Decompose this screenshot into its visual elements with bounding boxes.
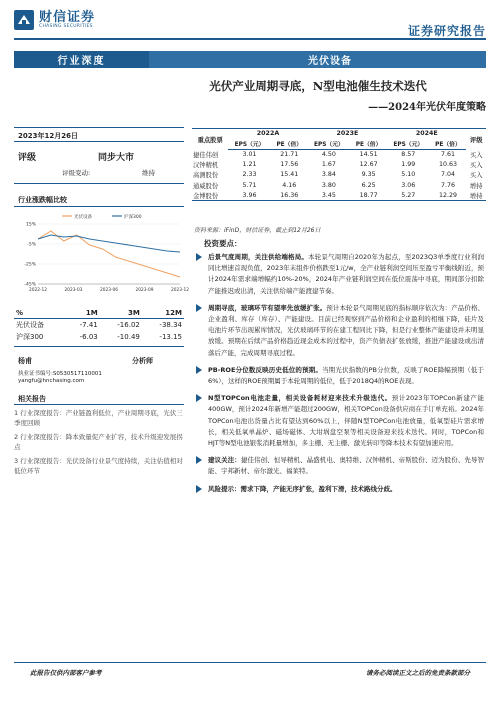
th-metric: PE（倍） [271,138,308,150]
value-cell: 3.06 [401,181,416,189]
perf-divider [14,346,184,347]
value-cell: 10.63 [438,161,457,169]
list-item [194,484,484,495]
list-item [194,455,484,477]
x-tick-label: 2023-12 [171,288,189,293]
left-top-divider [14,127,184,128]
value-cell: 4.50 [321,151,336,159]
value-cell: 3.01 [242,151,257,159]
value-cell: 21.71 [280,151,299,159]
y-tick-label: -45% [24,282,36,288]
bullet-lead: 周期寻底，玻璃环节有望率先放缓扩张。 [208,303,327,312]
value-cell: 7.76 [440,181,455,189]
report-subtitle: ——2024年光伏年度策略 [368,102,486,113]
rating-cell: 增持 [466,190,486,201]
value-cell: 7.04 [440,171,455,179]
th-stock: 重点股票 [192,129,228,150]
perf-cell: 沪深300 [16,333,44,341]
header-divider [14,38,486,40]
bullet-body: 预计本轮景气周期见底的指标顺序依次为：产品价格、企业盈利、库存（库存）、产能建设。目前已经观察到产品价格和企业盈利的相继下降，硅片及电池片环节出现累库情况，光伏玻璃环节的在建工程同比下降，但是行业整体产能建设并未明显放缓。预期在后续产品价格趋近现金成本的过程中，资产负债表扩张放缓，推进产能建设或出清落后产能，完成周期寻底过程。 [208,303,485,357]
perf-cell: -38.34 [159,321,182,329]
y-tick-label: -5% [27,242,36,248]
bullet-arrow-icon [196,456,202,464]
bullet-arrow-icon [196,366,202,374]
value-cell: 5.10 [401,171,416,179]
bullet-arrow-icon [196,253,202,261]
rating-change-value: 维持 [142,169,155,177]
bullet-arrow-icon [196,485,202,493]
th-metric: PE（倍） [350,138,387,150]
rating-divider [14,183,184,184]
bullet-lead: N型TOPCon电池走量，相关设备耗材迎来技术升级迭代。 [208,394,392,403]
value-cell: 17.56 [280,161,299,169]
brand-name-cn: 财信证券 [39,9,96,25]
perf-cell: -13.15 [159,333,182,341]
table-row [192,190,486,201]
table-row [192,150,486,160]
perf-cell: 光伏设备 [16,321,44,329]
bullet-lead: 风险提示：需求下降，产能无序扩张，盈利下滑，技术路线分歧。 [208,484,397,493]
chart-section-divider [14,206,184,207]
value-cell: 3.45 [308,190,350,201]
rating-change-label: 评级变动: [62,169,91,177]
x-tick-label: 2023-06 [100,288,118,293]
key-stocks-table [192,128,486,201]
footer-right-note: 请务必阅读正文之后的免责条款部分 [366,669,470,677]
analyst-name: 杨甫 [18,357,32,365]
value-cell: 12.67 [359,161,378,169]
th-metric: EPS（元） [308,138,350,150]
perf-cell: -10.49 [117,333,140,341]
date-divider [14,141,184,142]
brand-logo [14,8,114,32]
stock-cell: 通威股份 [193,182,219,190]
list-item [194,393,484,449]
th-metric: EPS（元） [228,138,270,150]
th-year: 2022A [228,129,307,139]
report-type: 证券研究报告 [407,24,486,38]
bullet-lead: PB-ROE分位数反映历史低位的预期。 [208,365,323,374]
industry-performance-chart [14,210,189,295]
perf-header-cell: 3M [100,308,142,319]
stock-cell: 高测股份 [193,172,219,180]
bullet-body: 当期光伏指数的PB分位数，反映了ROE降幅预期（低于6%），这样的ROE预期属于本轮周期的低位，低于2018Q4的ROE表现。 [208,365,485,386]
value-cell: 16.36 [271,190,308,201]
related-reports [14,408,184,480]
value-cell: 3.96 [228,190,270,201]
perf-cell: -6.03 [79,333,98,341]
list-item [194,365,484,387]
th-rating: 评级 [466,129,486,150]
band-label-right: 光伏设备 [308,56,352,67]
related-report-link[interactable]: 2 行业深度报告：降本致量促产业扩容，技术升级迎发展拐点 [14,433,183,451]
value-cell: 15.41 [280,171,299,179]
legend-label: 光伏设备 [74,215,92,220]
value-cell: 3.84 [321,171,336,179]
list-item [194,252,484,297]
analyst-cert: 执业证书编号:S0530517110001 [18,371,102,377]
related-divider [14,404,184,405]
stock-cell: 捷佳伟创 [193,152,219,160]
value-cell: 1.67 [321,161,336,169]
rating-label: 评级 [18,153,37,163]
value-cell: 5.27 [387,190,429,201]
value-cell: 1.21 [242,161,257,169]
rating-cell: 增持 [469,182,483,190]
performance-header-row [14,308,184,319]
table-source: 资料来源：iFinD，财信证券，截止到12月26日 [194,227,321,234]
investment-points [194,252,484,501]
th-metric: EPS（元） [387,138,429,150]
brand-mark-icon [14,10,34,30]
perf-header-cell: % [14,308,65,319]
th-year: 2023E [308,129,387,139]
x-tick-label: 2023-09 [135,288,154,293]
brand-name-en: CHASING SECURITIES [39,23,93,29]
report-date: 2023年12月26日 [18,132,78,140]
table-row [14,331,184,343]
perf-header-cell: 1M [65,308,100,319]
value-cell: 7.61 [440,151,455,159]
perf-cell: -16.02 [117,321,140,329]
value-cell: 2.33 [242,171,257,179]
value-cell: 4.16 [282,181,297,189]
table-row [192,180,486,190]
rating-value: 同步大市 [98,153,135,163]
perf-header-cell: 12M [142,308,184,319]
perf-cell: -7.41 [79,321,98,329]
value-cell: 6.25 [361,181,376,189]
y-tick-label: 15% [25,222,36,228]
band-label-left: 行业深度 [14,51,149,68]
table-row [192,160,486,170]
value-cell: 3.80 [321,181,336,189]
investment-title: 投资要点： [204,239,242,248]
related-title: 相关报告 [18,395,46,403]
value-cell: 1.99 [401,161,416,169]
performance-table [14,308,184,343]
bullet-arrow-icon [196,394,202,402]
th-year: 2024E [387,129,466,139]
x-tick-label: 2022-12 [29,288,47,293]
bullet-body: 捷佳伟创、恒导精机、晶盛机电、奥特维、汉钟精机、帝斯股份、迈为股份、先导智能、宇邦新材、帝尔激光、福莱特。 [208,456,485,476]
value-cell: 5.71 [242,181,257,189]
value-cell: 18.77 [350,190,387,201]
rating-cell: 买入 [469,152,483,160]
legend-label: 沪深300 [124,215,142,220]
bullet-arrow-icon [196,304,202,312]
analyst-email[interactable]: yangfu@hnchasing.com [18,378,85,384]
value-cell: 8.57 [401,151,416,159]
related-report-link[interactable]: 3 行业深度报告：光伏设备行业景气度持续，关注估值相对低位环节 [14,457,183,475]
related-report-link[interactable]: 1 行业深度报告：产业链盈利低位，产业周期寻底，光伏三季度回顾 [14,409,183,427]
bullet-body: 预计2023年TOPCon新建产能400GW，预计2024年新增产能超过200GW，相关TOPCon设备供应商在手订单充裕。2024年TOPCon电池出货量占比有望达到60%以上，伴随N型TOPCon电池放量，低氧型硅片需求增长，相关低氧单晶炉、磁场磁体、大坩埚盘空泵等相关设备迎来技术迭代。同时，TOPCon和HJT等N型电池银浆消耗量增加，多主栅、无主栅、激光转印等降本技术有望加速应用。 [208,394,485,448]
chart-section-title: 行业涨跌幅比较 [18,196,67,204]
report-title: 光伏产业周期寻底，N型电池催生技术迭代 [209,79,427,93]
x-tick-label: 2023-03 [64,288,83,293]
bullet-lead: 建议关注： [208,456,241,465]
analyst-role: 分析师 [132,357,153,365]
series-line [38,231,180,277]
table-header-row [192,129,486,139]
table-subheader-row [192,138,486,150]
rating-cell: 买入 [469,172,483,180]
value-cell: 9.35 [361,171,376,179]
footer-left-note: 此报告仅供内部客户参考 [30,669,102,677]
value-cell: 14.51 [359,151,378,159]
table-row [14,319,184,332]
th-metric: PE（倍） [430,138,467,150]
value-cell: 12.29 [430,190,467,201]
bullet-body: 本轮景气周期自2020年为起点，至2023Q3单季度行业利润同比增速首现负值，2023年末组件价格跌至1元/w，全产业链利润空间压至盈亏平衡线附近，预计2024年需求端增幅约10%-20%，2024年产业链利润空间在低位震荡中寻底，期间部分扣除产能推迟或出清，关注供给端产能渡建节奏。 [208,253,485,295]
list-item [194,303,484,359]
rating-cell: 买入 [469,162,483,170]
table-row [192,170,486,180]
stock-cell: 汉钟精机 [193,162,219,170]
footer-divider [14,662,486,663]
stock-cell: 金博股份 [192,190,228,201]
bullet-lead: 后景气度周期，关注供给端格局。 [208,253,309,261]
y-tick-label: -25% [24,262,36,268]
